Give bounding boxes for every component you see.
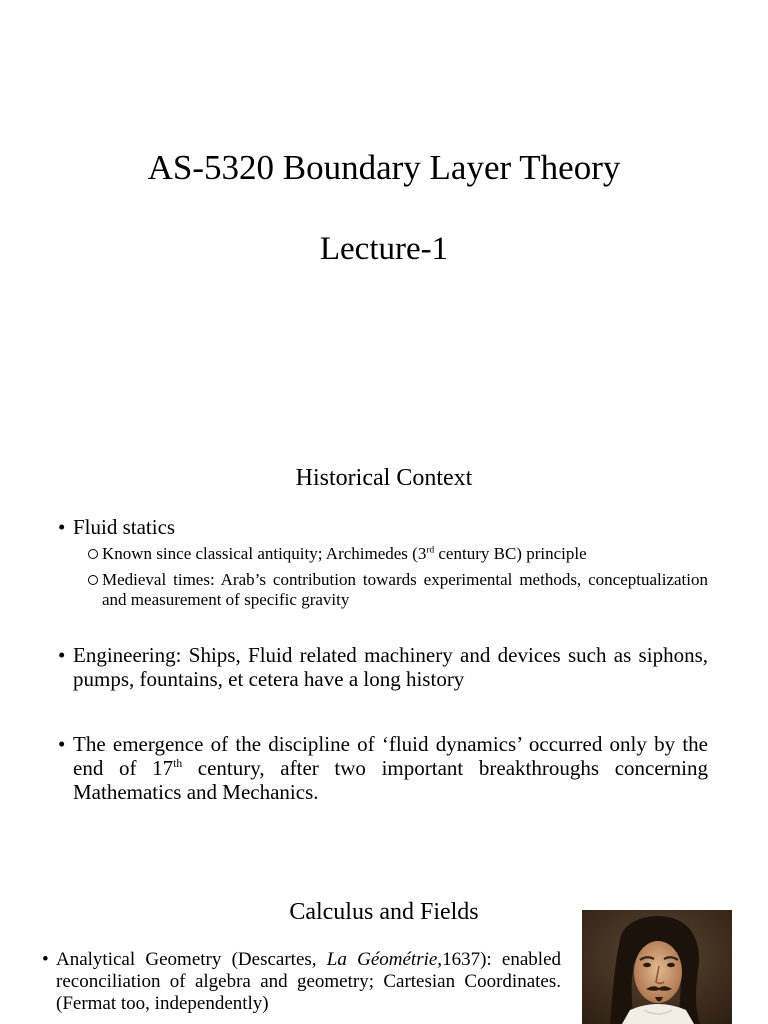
sub-bullet-text: Known since classical antiquity; Archimedes (3rd century BC) principle	[102, 544, 587, 563]
bullet-text: Fluid statics	[73, 515, 176, 539]
slide-title: AS-5320 Boundary Layer Theory	[147, 148, 621, 187]
bullet-text: The emergence of the discipline of ‘fluid dynamics’ occurred only by the end of 17th century, after two important breakthroughs concerning Mathematics and Mechanics.	[73, 732, 708, 804]
circle-bullet-icon	[88, 549, 98, 559]
bullet-text: Analytical Geometry (Descartes, La Géométrie,1637): enabled reconciliation of algebra and geometry; Cartesian Coordinates. (Fermat too, independently)	[56, 949, 561, 1014]
portrait-image	[582, 910, 732, 1024]
descartes-portrait	[582, 910, 732, 1024]
sub-bullet-text: Medieval times: Arab’s contribution towards experimental methods, conceptualization and measurement of specific gravity	[102, 570, 708, 609]
bullet-icon: •	[58, 732, 66, 756]
bullet-icon: •	[58, 515, 66, 539]
slide-subtitle: Lecture-1	[319, 231, 449, 267]
circle-bullet-icon	[88, 575, 98, 585]
bullet-icon: •	[42, 949, 49, 970]
bullet-text: Engineering: Ships, Fluid related machinery and devices such as siphons, pumps, fountains, et cetera have a long history	[73, 643, 708, 691]
section-heading-historical-context: Historical Context	[295, 465, 473, 491]
section-heading-calculus-and-fields: Calculus and Fields	[289, 899, 479, 925]
bullet-icon: •	[58, 643, 66, 667]
